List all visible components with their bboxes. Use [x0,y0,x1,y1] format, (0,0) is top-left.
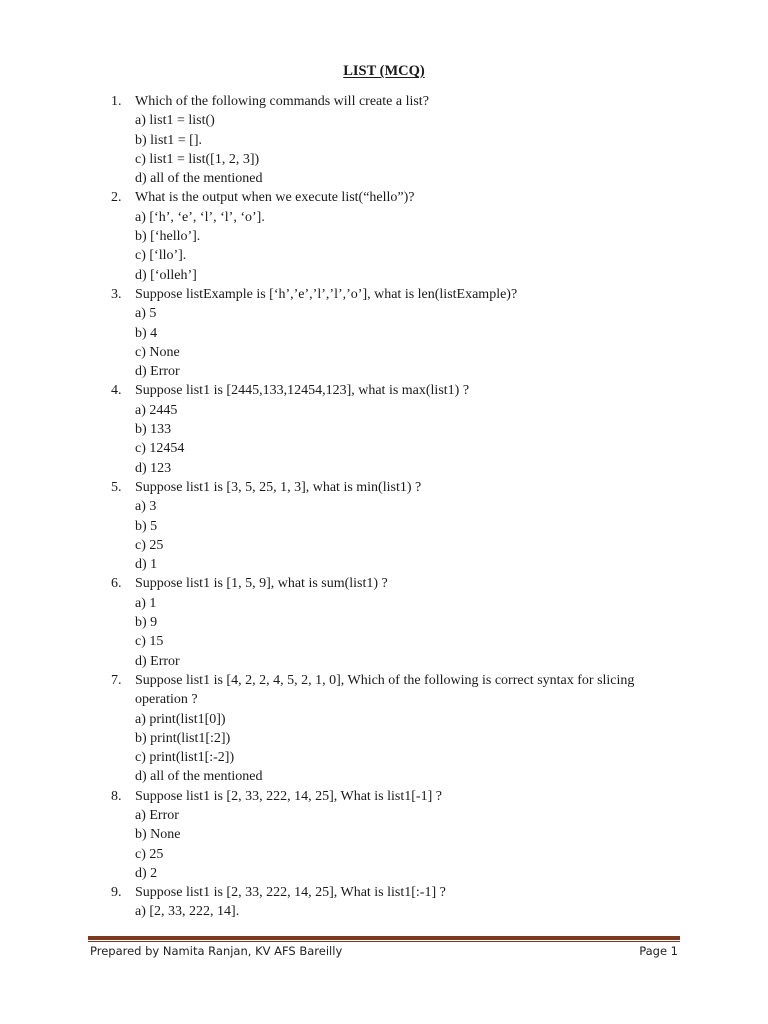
answer-option [0,227,768,246]
answer-option-text: c) None [135,344,180,360]
question-number: 5. [111,479,122,495]
answer-option-text: b) 133 [135,422,172,438]
question-text: What is the output when we execute list(“hello”)? [135,190,415,206]
footer-page-number: Page 1 [639,944,678,958]
answer-option-text: b) 4 [135,325,158,341]
answer-option-text: a) print(list1[0]) [135,711,226,727]
answer-option-text: a) 1 [135,595,157,611]
question-stem-line [0,285,768,304]
answer-option [0,652,768,671]
question-7 [0,671,768,787]
question-3 [0,285,768,381]
answer-option-text: d) [‘olleh’] [135,267,197,283]
answer-option-text: c) list1 = list([1, 2, 3]) [135,151,260,167]
answer-option-text: a) 2445 [135,402,178,418]
question-text: Suppose list1 is [2, 33, 222, 14, 25], What is list1[-1] ? [135,788,442,804]
question-number: 9. [111,885,122,901]
question-text: operation ? [135,692,198,708]
answer-option [0,613,768,632]
page-footer [90,944,680,958]
question-number: 7. [111,672,122,688]
footer-author: Prepared by Namita Ranjan, KV AFS Bareilly [90,944,343,958]
page-title: LIST (MCQ) [343,63,425,79]
answer-option [0,748,768,767]
answer-option-text: c) [‘llo’]. [135,248,187,264]
question-stem-line [0,574,768,593]
question-text: Suppose list1 is [4, 2, 2, 4, 5, 2, 1, 0], Which of the following is correct syntax for slicing [135,672,635,688]
answer-option-text: a) [‘h’, ‘e’, ‘l’, ‘l’, ‘o’]. [135,209,265,225]
answer-option [0,710,768,729]
footer-divider-thin [88,941,680,942]
answer-option-text: b) [‘hello’]. [135,229,201,245]
answer-option-text: a) Error [135,807,179,823]
answer-option-text: c) 12454 [135,441,185,457]
answer-option [0,632,768,651]
answer-option [0,401,768,420]
answer-option-text: a) list1 = list() [135,113,215,129]
answer-option [0,767,768,786]
answer-option [0,169,768,188]
answer-option-text: d) 2 [135,865,158,881]
answer-option [0,806,768,825]
answer-option [0,825,768,844]
answer-option [0,246,768,265]
question-text: Which of the following commands will create a list? [135,94,429,109]
answer-option-text: c) 25 [135,537,164,553]
answer-option [0,555,768,574]
answer-option [0,845,768,864]
question-1 [0,92,768,188]
question-number: 8. [111,788,122,804]
answer-option [0,517,768,536]
answer-option-text: d) Error [135,653,180,669]
question-stem-line [0,690,768,709]
question-stem-line [0,478,768,497]
question-4 [0,381,768,477]
answer-option-text: d) 123 [135,460,172,476]
answer-option-text: b) 9 [135,615,158,631]
question-stem-line [0,188,768,207]
question-stem-line [0,787,768,806]
footer-divider [88,936,680,940]
answer-option [0,343,768,362]
question-8 [0,787,768,883]
answer-option-text: d) 1 [135,557,158,573]
question-stem-line [0,883,768,902]
question-number: 6. [111,576,122,592]
answer-option-text: c) 15 [135,634,164,650]
answer-option [0,536,768,555]
answer-option [0,304,768,323]
answer-option [0,420,768,439]
answer-option-text: b) list1 = []. [135,132,202,148]
question-stem-line [0,381,768,400]
answer-option [0,439,768,458]
question-text: Suppose list1 is [2, 33, 222, 14, 25], What is list1[:-1] ? [135,885,446,901]
question-stem-line [0,92,768,111]
answer-option-text: a) 5 [135,306,157,322]
answer-option-text: a) [2, 33, 222, 14]. [135,904,240,920]
answer-option-text: a) 3 [135,499,157,515]
answer-option-text: b) 5 [135,518,158,534]
question-stem-line [0,671,768,690]
question-6 [0,574,768,670]
question-5 [0,478,768,574]
answer-option [0,111,768,130]
answer-option [0,131,768,150]
question-number: 1. [111,94,122,109]
answer-option [0,150,768,169]
answer-option [0,266,768,285]
question-9 [0,883,768,922]
answer-option [0,594,768,613]
question-list [0,92,768,922]
answer-option-text: b) None [135,827,181,843]
answer-option [0,208,768,227]
answer-option-text: c) print(list1[:-2]) [135,750,235,766]
answer-option [0,902,768,921]
answer-option-text: d) Error [135,364,180,380]
question-number: 4. [111,383,122,399]
answer-option [0,459,768,478]
question-text: Suppose list1 is [3, 5, 25, 1, 3], what is min(list1) ? [135,479,422,495]
question-text: Suppose listExample is [‘h’,’e’,’l’,’l’,’o’], what is len(listExample)? [135,286,518,302]
question-number: 3. [111,286,122,302]
answer-option-text: c) 25 [135,846,164,862]
question-2 [0,188,768,284]
answer-option [0,362,768,381]
answer-option [0,729,768,748]
answer-option-text: b) print(list1[:2]) [135,730,231,746]
question-number: 2. [111,190,122,206]
answer-option-text: d) all of the mentioned [135,171,263,187]
question-text: Suppose list1 is [2445,133,12454,123], what is max(list1) ? [135,383,470,399]
answer-option [0,497,768,516]
answer-option-text: d) all of the mentioned [135,769,263,785]
question-text: Suppose list1 is [1, 5, 9], what is sum(list1) ? [135,576,388,592]
answer-option [0,864,768,883]
answer-option [0,324,768,343]
